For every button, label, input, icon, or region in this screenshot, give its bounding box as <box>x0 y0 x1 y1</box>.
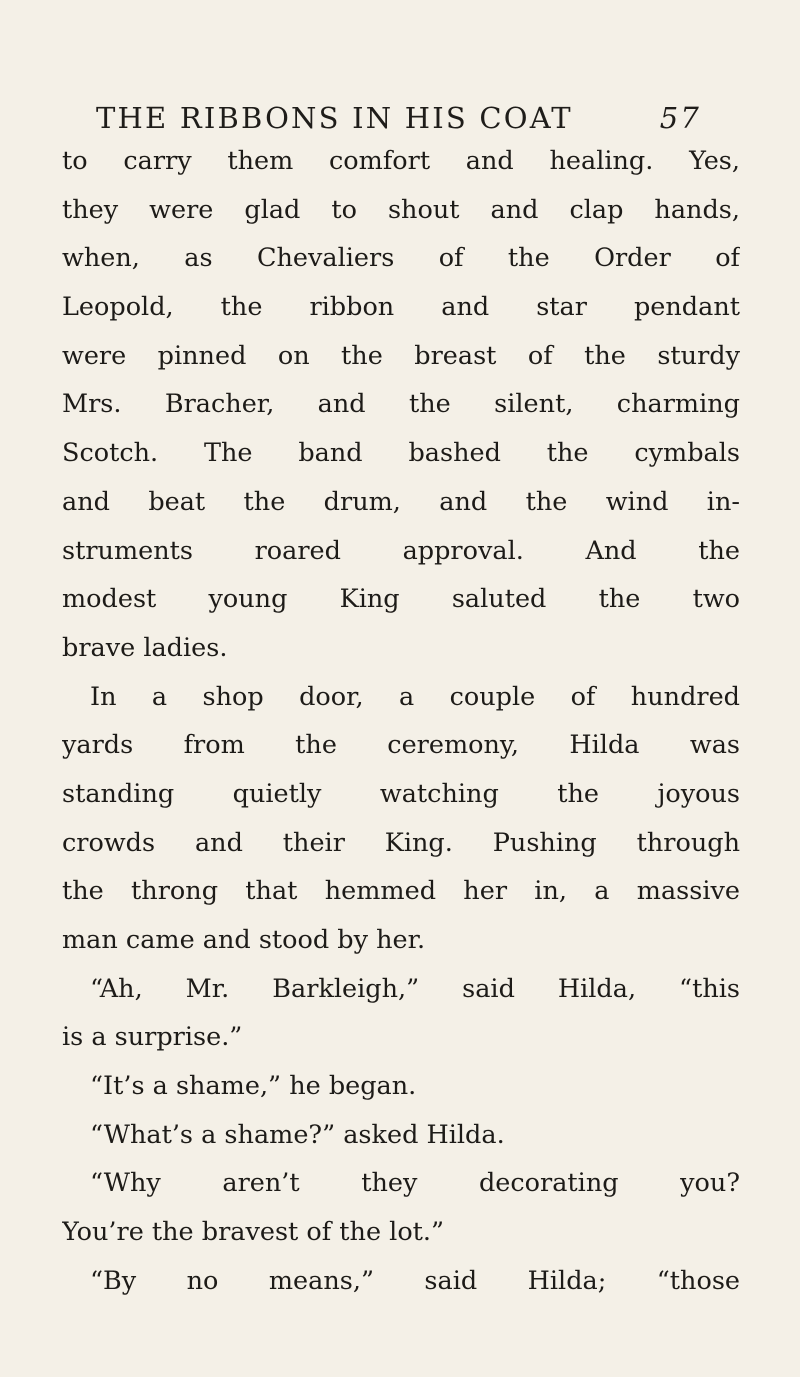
text-line: Leopold, the ribbon and star pendant <box>62 292 740 323</box>
text-line: “Why aren’t they decorating you? <box>90 1168 740 1199</box>
text-line: modest young King saluted the two <box>62 584 740 615</box>
text-line: In a shop door, a couple of hundred <box>90 681 740 712</box>
text-line: “By no means,” said Hilda; “those <box>90 1265 740 1296</box>
text-line: crowds and their King. Pushing through <box>62 827 740 858</box>
text-line: “What’s a shame?” asked Hilda. <box>90 1119 505 1150</box>
text-line: were pinned on the breast of the sturdy <box>62 340 740 371</box>
text-line: when, as Chevaliers of the Order of <box>62 243 740 274</box>
text-line: to carry them comfort and healing. Yes, <box>62 146 740 176</box>
text-line: Scotch. The band bashed the cymbals <box>62 438 740 469</box>
text-line: man came and stood by her. <box>62 925 426 955</box>
text-line: “It’s a shame,” he began. <box>90 1071 417 1102</box>
text-line: yards from the ceremony, Hilda was <box>62 730 740 761</box>
text-line: You’re the bravest of the lot.” <box>62 1217 445 1248</box>
text-line: struments roared approval. And the <box>62 535 740 566</box>
running-head <box>96 96 701 140</box>
body-text <box>62 137 740 1306</box>
text-line: the throng that hemmed her in, a massive <box>62 876 740 907</box>
text-line: Mrs. Bracher, and the silent, charming <box>62 389 740 420</box>
text-line: they were glad to shout and clap hands, <box>62 194 740 225</box>
text-line: standing quietly watching the joyous <box>62 778 740 809</box>
text-line: is a surprise.” <box>62 1022 243 1053</box>
text-line: “Ah, Mr. Barkleigh,” said Hilda, “this <box>90 973 740 1004</box>
running-head-title: THE RIBBONS IN HIS COAT <box>96 101 573 135</box>
text-line: and beat the drum, and the wind in- <box>62 486 740 517</box>
text-line: brave ladies. <box>62 632 228 663</box>
page-number: 57 <box>659 101 701 135</box>
